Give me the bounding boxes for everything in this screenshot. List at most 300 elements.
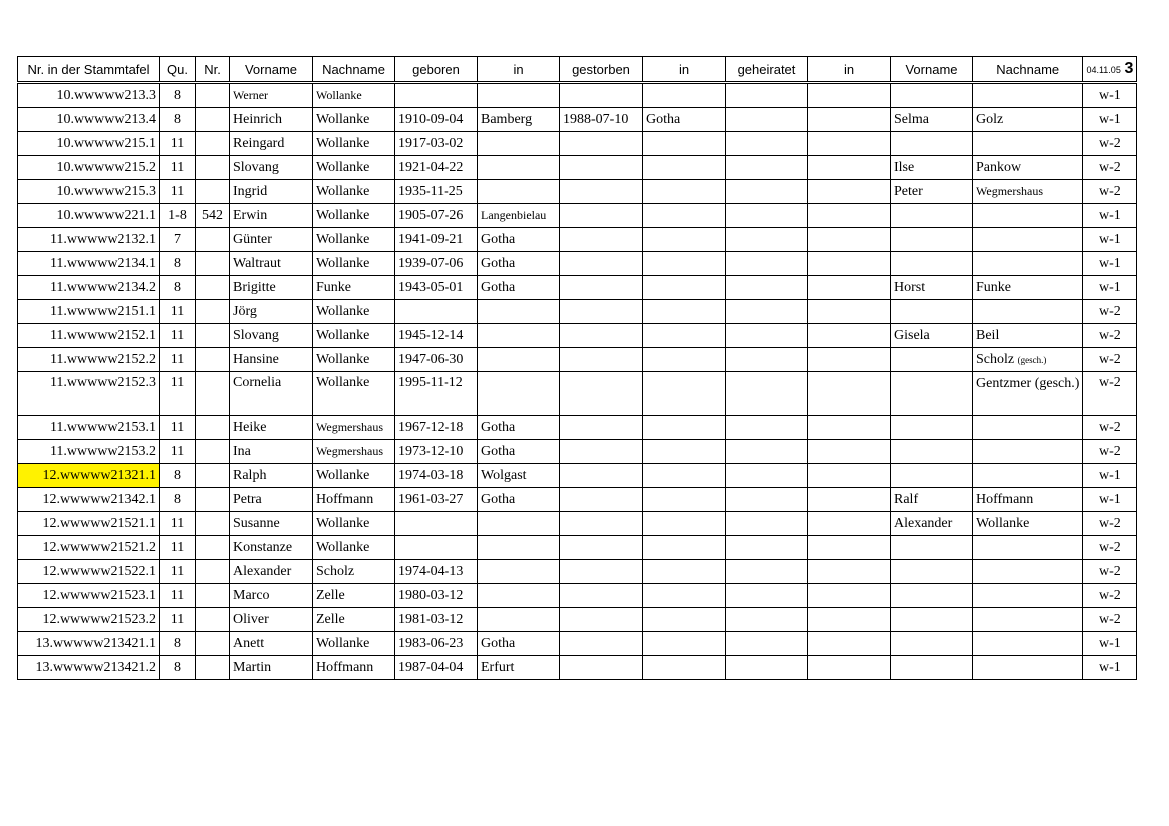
- cell-code-text: w-1: [1099, 491, 1121, 507]
- table-row: [18, 560, 1137, 584]
- cell-nachname: [313, 608, 395, 632]
- cell-vorname: [230, 608, 313, 632]
- cell-geboren: [395, 560, 478, 584]
- cell-qu-text: 8: [174, 467, 181, 483]
- cell-nachname: [313, 300, 395, 324]
- cell-stammtafel-nr-text: 12.wwwww21521.1: [42, 515, 156, 531]
- col-gestorben-in: in: [643, 57, 726, 83]
- cell-geheiratet-in: [808, 324, 891, 348]
- cell-vorname: [230, 252, 313, 276]
- cell-geboren-in: [478, 440, 560, 464]
- cell-nr: [196, 83, 230, 108]
- cell-code: [1083, 536, 1137, 560]
- cell-gestorben-in: [643, 512, 726, 536]
- cell-code: [1083, 348, 1137, 372]
- cell-partner-vorname: [891, 512, 973, 536]
- cell-gestorben-in: [643, 204, 726, 228]
- cell-code: [1083, 300, 1137, 324]
- cell-qu: [160, 156, 196, 180]
- cell-qu: [160, 252, 196, 276]
- cell-gestorben-in: [643, 156, 726, 180]
- cell-geboren-text: 1910-09-04: [398, 111, 464, 127]
- cell-qu-text: 11: [170, 327, 185, 343]
- cell-geboren: [395, 488, 478, 512]
- cell-qu: [160, 512, 196, 536]
- cell-geboren-in: [478, 228, 560, 252]
- cell-geheiratet: [726, 608, 808, 632]
- cell-qu: [160, 276, 196, 300]
- cell-geboren-text: 1945-12-14: [398, 327, 464, 343]
- cell-qu-text: 8: [174, 659, 181, 675]
- cell-geboren-in-text: Gotha: [481, 443, 516, 459]
- cell-code-text: w-1: [1099, 207, 1121, 223]
- cell-partner-nachname: [973, 440, 1083, 464]
- cell-qu-text: 1-8: [168, 207, 187, 223]
- cell-stammtafel-nr: [18, 372, 160, 416]
- cell-geboren-text: 1983-06-23: [398, 635, 464, 651]
- cell-nr: [196, 180, 230, 204]
- cell-stammtafel-nr-text: 12.wwwww21342.1: [42, 491, 156, 507]
- cell-geheiratet: [726, 464, 808, 488]
- cell-stammtafel-nr-text: 11.wwwww2152.3: [49, 375, 156, 390]
- cell-geheiratet: [726, 132, 808, 156]
- cell-code: [1083, 156, 1137, 180]
- cell-gestorben-in: [643, 608, 726, 632]
- cell-geheiratet: [726, 83, 808, 108]
- cell-geheiratet: [726, 560, 808, 584]
- cell-geboren: [395, 416, 478, 440]
- cell-geboren-text: 1935-11-25: [398, 183, 463, 199]
- cell-code: [1083, 608, 1137, 632]
- cell-partner-vorname: [891, 83, 973, 108]
- cell-geboren-in: [478, 83, 560, 108]
- cell-geboren-text: 1921-04-22: [398, 159, 464, 175]
- cell-geboren: [395, 132, 478, 156]
- cell-gestorben-in: [643, 276, 726, 300]
- cell-vorname-text: Brigitte: [233, 279, 276, 295]
- cell-stammtafel-nr: [18, 584, 160, 608]
- cell-gestorben: [560, 512, 643, 536]
- print-date: 04.11.05: [1086, 65, 1121, 75]
- cell-geboren-in-text: Gotha: [481, 419, 516, 435]
- cell-geheiratet-in: [808, 132, 891, 156]
- cell-nachname: [313, 252, 395, 276]
- cell-vorname: [230, 204, 313, 228]
- cell-vorname: [230, 276, 313, 300]
- cell-geboren-in-text: Langenbielau: [481, 208, 547, 222]
- cell-gestorben: [560, 83, 643, 108]
- cell-geheiratet-in: [808, 440, 891, 464]
- cell-nachname: [313, 416, 395, 440]
- col-stammtafel: Nr. in der Stammtafel: [18, 57, 160, 83]
- cell-partner-nachname-text: Beil: [976, 327, 1000, 343]
- cell-partner-nachname-text: Funke: [976, 279, 1011, 295]
- cell-geboren-text: 1974-03-18: [398, 467, 464, 483]
- cell-partner-vorname-text: Selma: [894, 111, 929, 127]
- cell-stammtafel-nr-text: 12.wwwww21521.2: [42, 539, 156, 555]
- col-geheiratet: geheiratet: [726, 57, 808, 83]
- cell-code-text: w-2: [1099, 611, 1121, 627]
- cell-nachname: [313, 488, 395, 512]
- cell-gestorben-in: [643, 228, 726, 252]
- cell-stammtafel-nr: [18, 132, 160, 156]
- cell-nachname: [313, 108, 395, 132]
- cell-qu-text: 11: [170, 611, 185, 627]
- cell-code-text: w-2: [1099, 135, 1121, 151]
- cell-code: [1083, 180, 1137, 204]
- cell-nr: [196, 228, 230, 252]
- cell-gestorben-in: [643, 416, 726, 440]
- cell-code-text: w-2: [1099, 375, 1121, 390]
- cell-gestorben-in: [643, 656, 726, 680]
- table-row: [18, 416, 1137, 440]
- cell-qu-text: 11: [170, 587, 185, 603]
- cell-geheiratet: [726, 440, 808, 464]
- cell-gestorben-text: 1988-07-10: [563, 111, 629, 127]
- cell-gestorben: [560, 632, 643, 656]
- cell-vorname: [230, 464, 313, 488]
- genealogy-table: [17, 56, 1137, 680]
- col-partner-vorname: Vorname: [891, 57, 973, 83]
- cell-qu: [160, 300, 196, 324]
- cell-nr: [196, 108, 230, 132]
- cell-geboren: [395, 180, 478, 204]
- cell-vorname: [230, 536, 313, 560]
- cell-partner-nachname-text: Golz: [976, 111, 1004, 127]
- cell-partner-nachname-text: Pankow: [976, 159, 1022, 175]
- cell-partner-nachname: [973, 300, 1083, 324]
- cell-code-text: w-1: [1099, 231, 1121, 247]
- cell-vorname-text: Reingard: [233, 135, 285, 151]
- col-nr: Nr.: [196, 57, 230, 83]
- cell-vorname-text: Waltraut: [233, 255, 281, 271]
- cell-nachname: [313, 156, 395, 180]
- col-geboren: geboren: [395, 57, 478, 83]
- cell-gestorben: [560, 132, 643, 156]
- table-body: [18, 83, 1137, 680]
- cell-partner-vorname: [891, 156, 973, 180]
- cell-partner-vorname: [891, 488, 973, 512]
- cell-code: [1083, 512, 1137, 536]
- cell-partner-vorname: [891, 252, 973, 276]
- cell-partner-vorname: [891, 324, 973, 348]
- cell-qu-text: 11: [170, 303, 185, 319]
- cell-nachname-text: Wollanke: [316, 375, 370, 390]
- cell-nr: [196, 608, 230, 632]
- cell-gestorben: [560, 252, 643, 276]
- cell-vorname: [230, 156, 313, 180]
- cell-partner-vorname-text: Peter: [894, 183, 923, 199]
- cell-geboren-in: [478, 276, 560, 300]
- cell-vorname-text: Ingrid: [233, 183, 268, 199]
- cell-geheiratet-in: [808, 83, 891, 108]
- cell-vorname-text: Heinrich: [233, 111, 282, 127]
- cell-code: [1083, 228, 1137, 252]
- cell-nachname-text: Wollanke: [316, 467, 370, 483]
- cell-stammtafel-nr-text: 11.wwwww2132.1: [49, 231, 156, 247]
- cell-code: [1083, 464, 1137, 488]
- cell-partner-nachname: [973, 608, 1083, 632]
- cell-partner-nachname: [973, 83, 1083, 108]
- table-row: [18, 464, 1137, 488]
- cell-stammtafel-nr: [18, 228, 160, 252]
- cell-vorname-text: Konstanze: [233, 539, 293, 555]
- cell-nachname: [313, 228, 395, 252]
- cell-geheiratet-in: [808, 464, 891, 488]
- cell-geboren-in: [478, 656, 560, 680]
- cell-code: [1083, 560, 1137, 584]
- col-partner-nachname: Nachname: [973, 57, 1083, 83]
- cell-geboren: [395, 372, 478, 416]
- cell-partner-nachname: [973, 204, 1083, 228]
- table-row: [18, 132, 1137, 156]
- cell-geboren: [395, 608, 478, 632]
- cell-nachname-text: Wollanke: [316, 159, 370, 175]
- cell-code: [1083, 632, 1137, 656]
- cell-partner-nachname-text: Wegmershaus: [976, 184, 1044, 198]
- cell-geheiratet-in: [808, 656, 891, 680]
- cell-code: [1083, 108, 1137, 132]
- table-row: [18, 300, 1137, 324]
- cell-geboren-text: 1905-07-26: [398, 207, 464, 223]
- cell-geheiratet: [726, 228, 808, 252]
- cell-stammtafel-nr-text: 10.wwwww215.3: [56, 183, 156, 199]
- cell-vorname: [230, 300, 313, 324]
- cell-geboren-in: [478, 108, 560, 132]
- cell-gestorben: [560, 560, 643, 584]
- cell-geheiratet-in: [808, 488, 891, 512]
- cell-qu: [160, 324, 196, 348]
- cell-partner-vorname: [891, 132, 973, 156]
- cell-qu: [160, 180, 196, 204]
- cell-nachname-text: Wollanke: [316, 351, 370, 367]
- cell-code-text: w-2: [1099, 443, 1121, 459]
- cell-partner-nachname: [973, 632, 1083, 656]
- cell-vorname: [230, 632, 313, 656]
- cell-geboren-in-text: Bamberg: [481, 111, 533, 127]
- cell-geboren: [395, 464, 478, 488]
- cell-qu-text: 8: [174, 491, 181, 507]
- table-row: [18, 108, 1137, 132]
- cell-gestorben: [560, 156, 643, 180]
- cell-nachname-text: Wollanke: [316, 635, 370, 651]
- cell-geboren-in: [478, 252, 560, 276]
- cell-geheiratet: [726, 536, 808, 560]
- cell-vorname: [230, 656, 313, 680]
- col-date-page: [1083, 57, 1137, 83]
- cell-stammtafel-nr-text: 11.wwwww2134.2: [49, 279, 156, 295]
- cell-gestorben-in-text: Gotha: [646, 111, 681, 127]
- cell-geheiratet: [726, 156, 808, 180]
- cell-nr: [196, 348, 230, 372]
- col-geboren-in: in: [478, 57, 560, 83]
- cell-qu: [160, 83, 196, 108]
- cell-stammtafel-nr-text: 11.wwwww2153.2: [49, 443, 156, 459]
- cell-geboren-in: [478, 156, 560, 180]
- cell-vorname-text: Susanne: [233, 515, 280, 531]
- table-row: [18, 156, 1137, 180]
- cell-nachname: [313, 83, 395, 108]
- cell-qu: [160, 348, 196, 372]
- cell-partner-nachname: [973, 228, 1083, 252]
- table-row: [18, 440, 1137, 464]
- cell-geheiratet-in: [808, 536, 891, 560]
- cell-nr: [196, 536, 230, 560]
- cell-geboren: [395, 584, 478, 608]
- cell-partner-vorname: [891, 300, 973, 324]
- cell-vorname: [230, 560, 313, 584]
- cell-qu-text: 8: [174, 635, 181, 651]
- cell-geboren: [395, 156, 478, 180]
- cell-geheiratet-in: [808, 252, 891, 276]
- cell-vorname-text: Slovang: [233, 327, 279, 343]
- cell-geboren-in-text: Gotha: [481, 255, 516, 271]
- cell-stammtafel-nr: [18, 83, 160, 108]
- cell-qu: [160, 608, 196, 632]
- cell-partner-nachname: [973, 488, 1083, 512]
- cell-gestorben: [560, 300, 643, 324]
- cell-geheiratet: [726, 204, 808, 228]
- cell-nr: [196, 252, 230, 276]
- cell-gestorben-in: [643, 324, 726, 348]
- cell-stammtafel-nr-text: 13.wwwww213421.2: [35, 659, 156, 675]
- cell-qu: [160, 228, 196, 252]
- cell-nr: [196, 132, 230, 156]
- table-row: [18, 656, 1137, 680]
- cell-nr: [196, 464, 230, 488]
- cell-partner-vorname: [891, 440, 973, 464]
- cell-partner-nachname-text: Gentzmer (gesch.): [976, 376, 1080, 391]
- cell-vorname: [230, 132, 313, 156]
- cell-partner-nachname: [973, 180, 1083, 204]
- cell-vorname-text: Ralph: [233, 467, 267, 483]
- cell-geheiratet: [726, 300, 808, 324]
- cell-gestorben-in: [643, 372, 726, 416]
- cell-qu: [160, 584, 196, 608]
- cell-qu: [160, 440, 196, 464]
- cell-stammtafel-nr-text: 11.wwwww2151.1: [49, 303, 156, 319]
- cell-qu-text: 11: [170, 183, 185, 199]
- cell-code-text: w-1: [1099, 111, 1121, 127]
- cell-qu-text: 8: [174, 87, 181, 103]
- cell-code: [1083, 132, 1137, 156]
- table-row: [18, 632, 1137, 656]
- cell-vorname: [230, 512, 313, 536]
- cell-vorname-text: Erwin: [233, 207, 268, 223]
- cell-vorname: [230, 488, 313, 512]
- cell-qu: [160, 656, 196, 680]
- table-row: [18, 348, 1137, 372]
- cell-gestorben-in: [643, 180, 726, 204]
- cell-nachname: [313, 372, 395, 416]
- cell-nachname-text: Wollanke: [316, 255, 370, 271]
- cell-stammtafel-nr-text: 12.wwwww21522.1: [42, 563, 156, 579]
- cell-gestorben: [560, 488, 643, 512]
- cell-vorname-text: Heike: [233, 419, 267, 435]
- cell-geboren-in: [478, 180, 560, 204]
- cell-nachname: [313, 536, 395, 560]
- cell-gestorben-in: [643, 300, 726, 324]
- cell-partner-vorname: [891, 204, 973, 228]
- cell-geboren: [395, 348, 478, 372]
- cell-code-text: w-2: [1099, 303, 1121, 319]
- cell-code-text: w-1: [1099, 87, 1121, 103]
- cell-code: [1083, 440, 1137, 464]
- cell-partner-nachname: [973, 536, 1083, 560]
- cell-vorname-text: Cornelia: [233, 375, 282, 390]
- cell-nachname-text: Wollanke: [316, 88, 362, 102]
- cell-stammtafel-nr-text: 12.wwwww21321.1: [42, 467, 156, 483]
- cell-gestorben: [560, 584, 643, 608]
- cell-geheiratet-in: [808, 156, 891, 180]
- cell-stammtafel-nr-text: 13.wwwww213421.1: [35, 635, 156, 651]
- cell-nachname-text: Wollanke: [316, 327, 370, 343]
- cell-qu-text: 11: [170, 443, 185, 459]
- cell-stammtafel-nr: [18, 608, 160, 632]
- cell-partner-vorname-text: Ilse: [894, 159, 915, 175]
- cell-nachname: [313, 132, 395, 156]
- cell-geheiratet: [726, 416, 808, 440]
- cell-partner-vorname: [891, 584, 973, 608]
- cell-nr: [196, 560, 230, 584]
- cell-nachname-text: Wollanke: [316, 111, 370, 127]
- cell-gestorben-in: [643, 584, 726, 608]
- cell-qu-text: 11: [170, 419, 185, 435]
- cell-geheiratet: [726, 372, 808, 416]
- cell-gestorben-in: [643, 632, 726, 656]
- cell-nr: [196, 300, 230, 324]
- cell-partner-vorname: [891, 632, 973, 656]
- cell-geheiratet: [726, 276, 808, 300]
- col-nachname: Nachname: [313, 57, 395, 83]
- cell-geboren-in: [478, 536, 560, 560]
- cell-nachname-text: Hoffmann: [316, 491, 374, 507]
- cell-gestorben-in: [643, 464, 726, 488]
- cell-geheiratet: [726, 656, 808, 680]
- cell-nachname: [313, 560, 395, 584]
- cell-code-text: w-1: [1099, 279, 1121, 295]
- cell-vorname-text: Alexander: [233, 563, 292, 579]
- cell-stammtafel-nr: [18, 512, 160, 536]
- cell-vorname: [230, 416, 313, 440]
- cell-geboren-text: 1947-06-30: [398, 351, 464, 367]
- cell-geboren: [395, 108, 478, 132]
- cell-nr: [196, 632, 230, 656]
- cell-vorname: [230, 584, 313, 608]
- cell-vorname-text: Hansine: [233, 351, 279, 367]
- page-number: 3: [1124, 60, 1134, 77]
- cell-nachname-text: Wegmershaus: [316, 420, 384, 434]
- cell-nachname-text: Zelle: [316, 587, 345, 603]
- cell-geheiratet: [726, 108, 808, 132]
- cell-gestorben: [560, 372, 643, 416]
- cell-partner-vorname-text: Alexander: [894, 515, 953, 531]
- cell-stammtafel-nr: [18, 416, 160, 440]
- cell-code-text: w-2: [1099, 539, 1121, 555]
- cell-vorname-text: Oliver: [233, 611, 269, 627]
- cell-geheiratet-in: [808, 584, 891, 608]
- cell-partner-vorname: [891, 228, 973, 252]
- cell-stammtafel-nr: [18, 300, 160, 324]
- cell-partner-vorname: [891, 464, 973, 488]
- cell-gestorben: [560, 656, 643, 680]
- cell-qu: [160, 536, 196, 560]
- cell-geboren-in: [478, 512, 560, 536]
- cell-stammtafel-nr-text: 10.wwwww215.1: [56, 135, 156, 151]
- cell-geboren-text: 1943-05-01: [398, 279, 464, 295]
- table-row: [18, 276, 1137, 300]
- cell-geheiratet: [726, 584, 808, 608]
